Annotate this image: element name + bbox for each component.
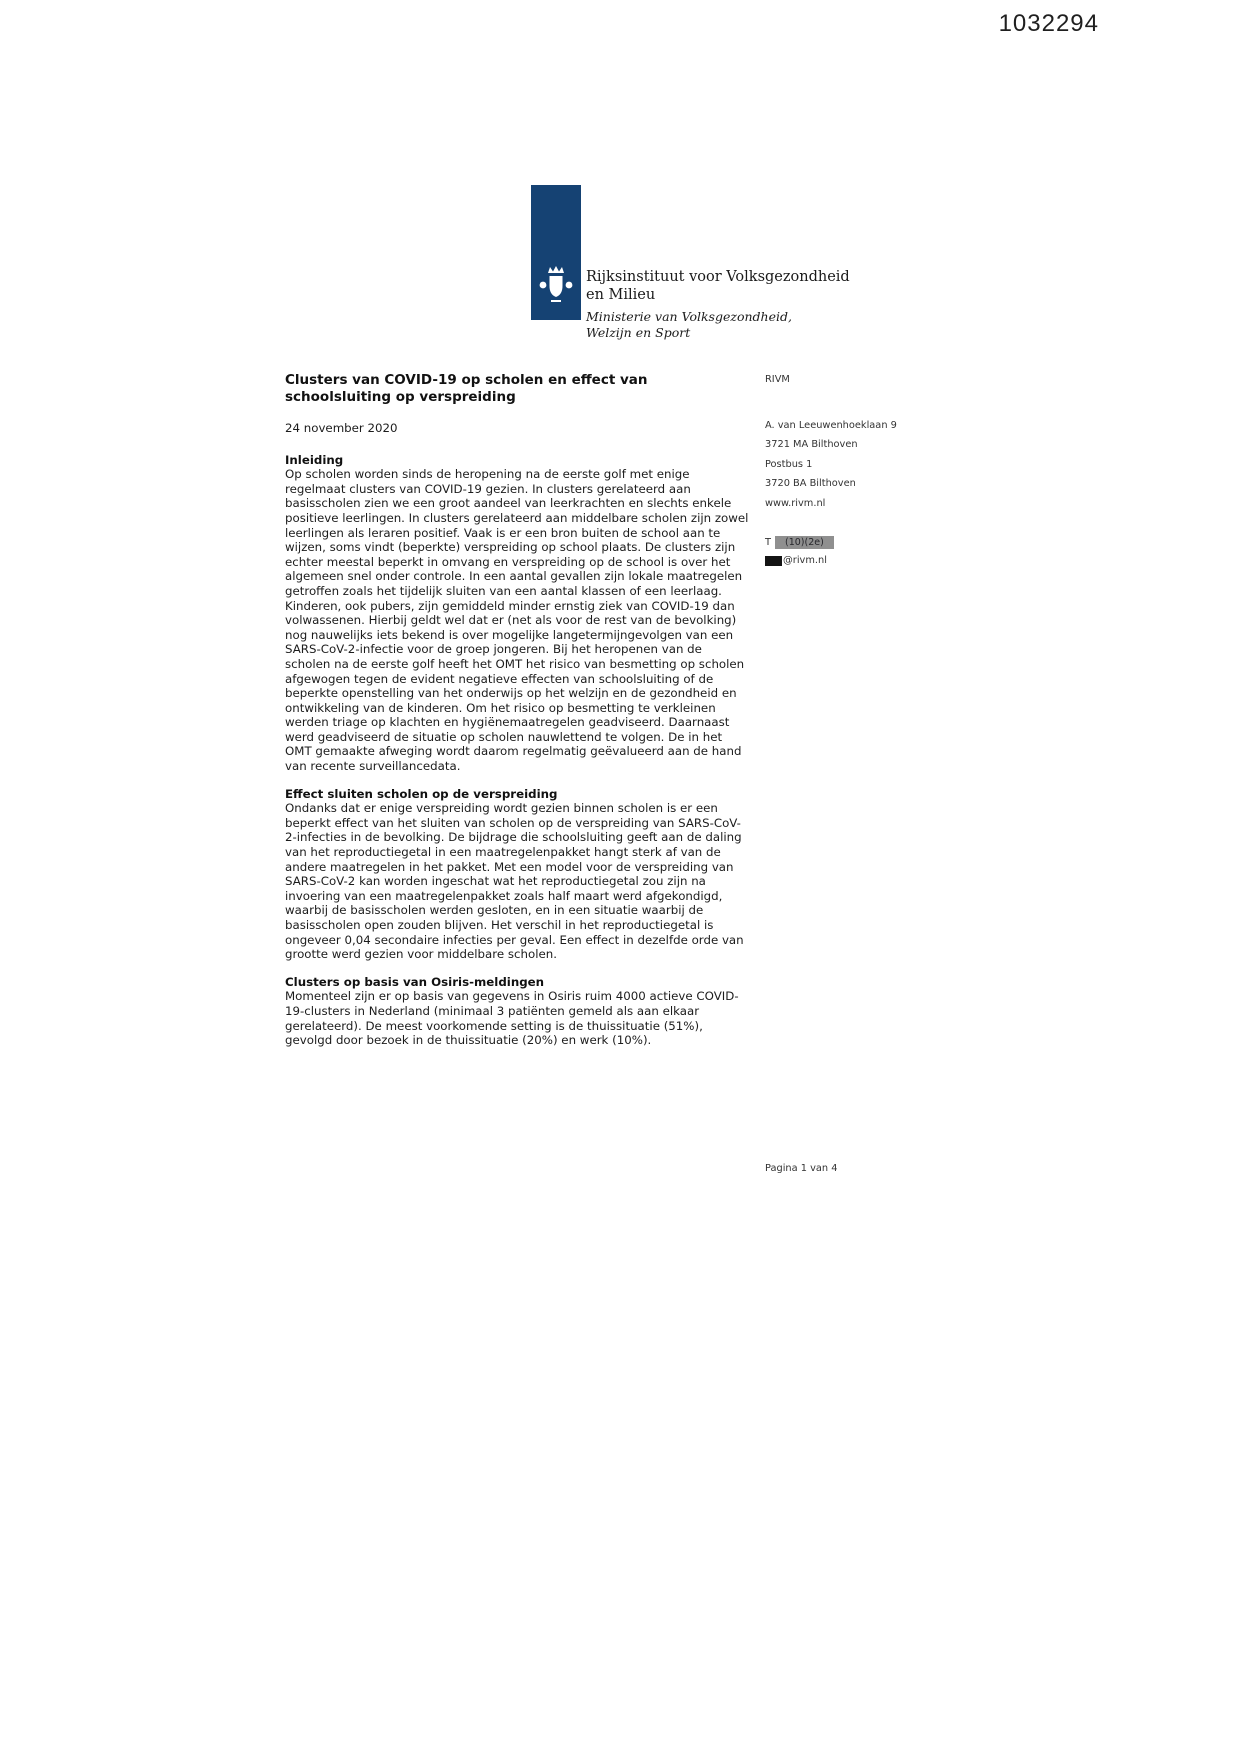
sidebar-email-row [765,555,915,567]
section-heading: Effect sluiten scholen op de verspreiding [285,786,558,801]
logo-ministry-line1: Ministerie van Volksgezondheid, [586,309,792,324]
logo-text-block [586,268,850,340]
address-line: Postbus 1 [765,458,813,470]
logo-org-line2: en Milieu [586,287,656,303]
address-line: 3720 BA Bilthoven [765,478,856,490]
paragraph: Kinderen, ook pubers, zijn gemiddeld minder ernstig ziek van COVID-19 dan volwassenen. Hierbij geldt wel dat er (net als voor de rest van de bevolking) nog nauwelijks iets bekend is over mogelijke langetermijngevolgen van een SARS-CoV-2-infectie voor de groep jongeren. Bij het heropenen van de scholen na de eerste golf heeft het OMT het risico van besmetting op scholen afgewogen tegen de evident negatieve effecten van schoolsluiting of de beperkte openstelling van het onderwijs op het welzijn en de gezondheid en ontwikkeling van de kinderen. Om het risico op besmetting te verkleinen werden triage op klachten en hygiënemaatregelen geadviseerd. Daarnaast werd geadviseerd de situatie op scholen nauwlettend te volgen. De in het OMT gemaakte afweging wordt daarom regelmatig geëvalueerd aan de hand van recente surveillancedata. [285,598,745,774]
section-effect-sluiten-scholen [285,787,750,962]
scan-doc-number: 1032294 [998,10,1099,37]
paragraph: Op scholen worden sinds de heropening na de eerste golf met enige regelmaat clusters van COVID-19 gezien. In clusters gerelateerd aan basisscholen zien we een groot aandeel van leerkrachten en slechts enkele positieve leerlingen. In clusters gerelateerd aan middelbare scholen zijn zowel leerlingen als leraren positief. Vaak is er een bron buiten de school aan te wijzen, soms vindt (beperkte) verspreiding op school plaats. De clusters zijn echter meestal beperkt in omvang en verspreiding op de school is over het algemeen snel onder controle. In een aantal gevallen zijn lokale maatregelen getroffen zoals het tijdelijk sluiten van een aantal klassen of een leerlaag. [285,467,749,598]
redaction-box-email [765,556,782,566]
phone-prefix-label: T [765,536,771,548]
dutch-coat-of-arms-icon [538,264,574,308]
address-sidebar [765,374,915,567]
paragraph: Momenteel zijn er op basis van gegevens in Osiris ruim 4000 actieve COVID-19-clusters in Nederland (minimaal 3 patiënten gemeld als aan elkaar gerelateerd). De meest voorkomende setting is de thuissituatie (51%), gevolgd door bezoek in de thuissituatie (20%) en werk (10%). [285,989,739,1048]
sidebar-website: www.rivm.nl [765,497,826,509]
sidebar-org-name: RIVM [765,374,790,385]
document-date: 24 november 2020 [285,421,398,435]
logo-org-line1: Rijksinstituut voor Volksgezondheid [586,269,850,285]
section-heading: Clusters op basis van Osiris-meldingen [285,974,545,989]
logo-ministry-line2: Welzijn en Sport [586,324,691,340]
address-line: 3721 MA Bilthoven [765,439,858,451]
sidebar-phone-row [765,536,915,549]
page-number: Pagina 1 van 4 [765,1163,838,1174]
paragraph: Ondanks dat er enige verspreiding wordt gezien binnen scholen is er een beperkt effect van het sluiten van scholen op de verspreiding van SARS-CoV-2-infecties in de bevolking. De bijdrage die schoolsluiting geeft aan de daling van het reproductiegetal in een maatregelenpakket hangt sterk af van de andere maatregelen in het pakket. Met een model voor de verspreiding van SARS-CoV-2 kan worden ingeschat wat het reproductiegetal zou zijn na invoering van een maatregelenpakket zoals half maart werd afgekondigd, waarbij de basisscholen werden gesloten, en in een situatie waarbij de basisscholen open zouden blijven. Het verschil in het reproductiegetal is ongeveer 0,04 secondaire infecties per geval. Een effect in dezelfde orde van grootte werd gezien voor middelbare scholen. [285,801,744,962]
rivm-logo-banner [531,185,581,320]
letter-body [285,372,750,1048]
document-title: Clusters van COVID-19 op scholen en effect van schoolsluiting op verspreiding [285,372,648,405]
section-clusters-osiris [285,975,750,1048]
email-suffix: @rivm.nl [783,555,827,567]
sidebar-address [765,416,915,513]
redaction-box-phone: (10)(2e) [775,536,834,549]
address-line: A. van Leeuwenhoeklaan 9 [765,420,897,431]
section-inleiding [285,453,750,774]
section-heading: Inleiding [285,452,344,467]
